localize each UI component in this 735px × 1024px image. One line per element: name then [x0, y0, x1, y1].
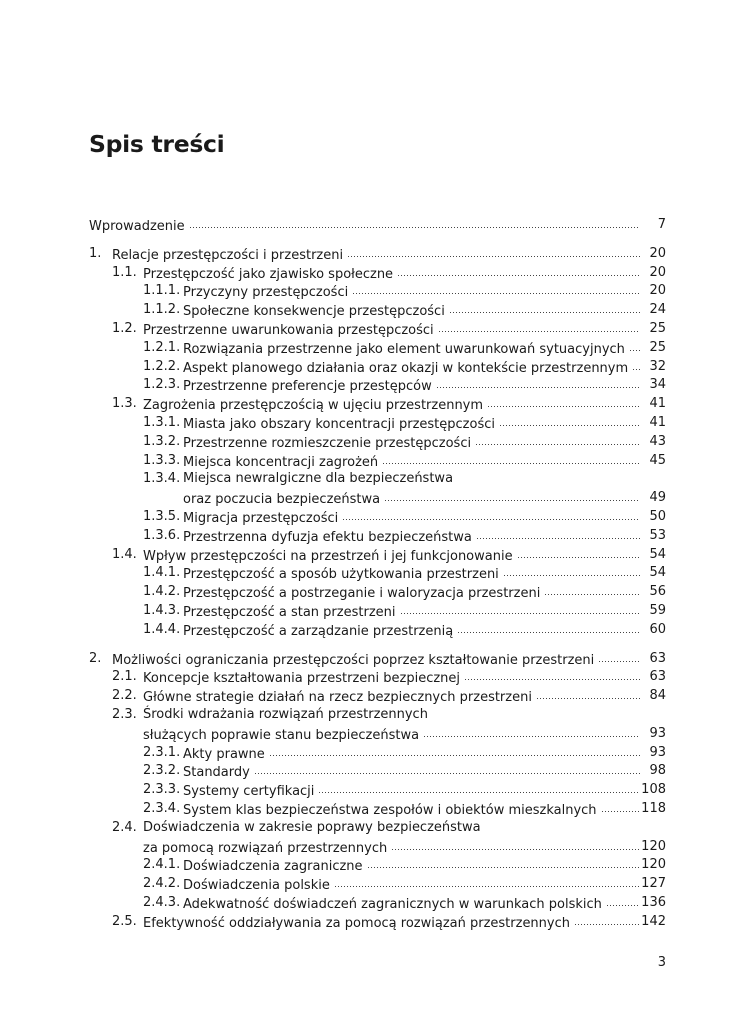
- toc-entry-title: Przestępczość a sposób użytkowania przestrzeni: [183, 567, 499, 583]
- toc-entry-page: 25: [649, 339, 666, 355]
- toc-entry-title: Środki wdrażania rozwiązań przestrzennych: [143, 706, 428, 722]
- toc-entry-title: Przestępczość jako zjawisko społeczne: [143, 266, 394, 282]
- toc-entry: [0, 650, 735, 669]
- toc-entry-title: służących poprawie stanu bezpieczeństwa: [143, 727, 420, 743]
- toc-entry-number: 1.3.6.: [143, 527, 181, 543]
- toc-entry-page: 7: [657, 217, 666, 232]
- dot-leader: [423, 725, 640, 739]
- toc-entry: [0, 452, 735, 471]
- toc-entry-number: 1.3.1.: [143, 414, 181, 430]
- toc-entry-page: 98: [649, 763, 666, 779]
- toc-entry-page: 20: [649, 264, 666, 280]
- toc-entry-title: Relacje przestępczości i przestrzeni: [112, 247, 344, 263]
- toc-entry-page: 120: [641, 857, 666, 873]
- dot-leader: [397, 264, 640, 278]
- toc-entry-number: 1.3.: [112, 396, 137, 412]
- toc-entry-page: 45: [649, 452, 666, 468]
- toc-entry-page: 50: [649, 508, 666, 524]
- toc-entry-number: 1.4.: [112, 546, 137, 562]
- toc-entry: [0, 216, 735, 235]
- toc-entry-page: 136: [641, 894, 666, 910]
- toc-entry-page: 59: [649, 602, 666, 618]
- toc-entry-title: Przestrzenne rozmieszczenie przestępczości: [183, 435, 472, 451]
- toc-entry-number: 2.: [89, 650, 102, 666]
- toc-entry-page: 93: [649, 744, 666, 760]
- toc-entry-number: 1.1.: [112, 264, 137, 280]
- toc-entry: [0, 358, 735, 377]
- toc-entry-page: 63: [649, 650, 666, 666]
- toc-entry-title: Przestępczość a zarządzanie przestrzenią: [183, 623, 454, 639]
- toc-entry-title: Przestrzenne uwarunkowania przestępczości: [143, 322, 434, 338]
- toc-entry: [0, 687, 735, 706]
- toc-entry-title: Przestępczość a postrzeganie i waloryzacja przestrzeni: [183, 586, 541, 602]
- dot-leader: [436, 376, 640, 390]
- toc-entry-number: 2.2.: [112, 688, 137, 704]
- toc-entry-number: 1.: [89, 245, 102, 261]
- toc-entry-title: Koncepcje kształtowania przestrzeni bezpiecznej: [143, 671, 461, 687]
- toc-entry: [0, 470, 735, 489]
- toc-entry-title: Akty prawne: [183, 746, 265, 762]
- page-title: Spis treści: [89, 130, 225, 158]
- toc-entry-title: Miejsca koncentracji zagrożeń: [183, 454, 379, 470]
- toc-entry: [0, 433, 735, 452]
- toc-entry-page: 142: [641, 913, 666, 929]
- dot-leader: [503, 564, 640, 578]
- toc-entry-title: Społeczne konsekwencje przestępczości: [183, 304, 445, 320]
- dot-leader: [449, 301, 640, 315]
- toc-entry-title: Wprowadzenie: [89, 219, 185, 234]
- toc-entry-page: 84: [649, 688, 666, 704]
- toc-entry: [0, 875, 735, 894]
- toc-entry-title: Zagrożenia przestępczością w ujęciu przestrzennym: [143, 398, 484, 414]
- toc-entry-page: 43: [649, 433, 666, 449]
- dot-leader: [382, 452, 640, 466]
- toc-entry-title: Przestępczość a stan przestrzeni: [183, 604, 396, 620]
- dot-leader: [269, 744, 640, 758]
- dot-leader: [347, 245, 640, 259]
- toc-entry: [0, 781, 735, 800]
- toc-entry-title: Standardy: [183, 765, 250, 781]
- toc-entry: [0, 583, 735, 602]
- dot-leader: [476, 527, 640, 541]
- toc-entry-title: Systemy certyfikacji: [183, 784, 315, 800]
- toc-entry-page: 127: [641, 876, 666, 892]
- toc-entry-page: 93: [649, 725, 666, 741]
- toc-entry-number: 1.4.1.: [143, 565, 181, 581]
- dot-leader: [384, 489, 640, 503]
- toc-entry: [0, 414, 735, 433]
- toc-entry: [0, 508, 735, 527]
- dot-leader: [457, 621, 640, 635]
- toc-entry-title: Miejsca newralgiczne dla bezpieczeństwa: [183, 471, 454, 487]
- dot-leader: [487, 395, 640, 409]
- toc-entry-number: 2.4.: [112, 819, 137, 835]
- toc-entry-title: System klas bezpieczeństwa zespołów i obiektów mieszkalnych: [183, 802, 597, 818]
- dot-leader: [367, 856, 640, 870]
- dot-leader: [464, 668, 640, 682]
- toc-entry-title: Wpływ przestępczości na przestrzeń i jej funkcjonowanie: [143, 548, 513, 564]
- toc-entry-title: Doświadczenia polskie: [183, 878, 330, 894]
- toc-entry: [0, 819, 735, 838]
- toc-entry-title: Przestrzenne preferencje przestępców: [183, 379, 432, 395]
- dot-leader: [189, 216, 640, 230]
- toc-entry: [0, 395, 735, 414]
- dot-leader: [391, 838, 640, 852]
- toc-entry-title: Główne strategie działań na rzecz bezpiecznych przestrzeni: [143, 690, 532, 706]
- toc-entry-page: 60: [649, 621, 666, 637]
- toc-entry-page: 54: [649, 565, 666, 581]
- toc-entry-number: 1.2.1.: [143, 339, 181, 355]
- toc-entry-number: 2.4.2.: [143, 876, 181, 892]
- table-of-contents: [0, 216, 735, 931]
- toc-entry-page: 25: [649, 320, 666, 336]
- toc-entry: [0, 856, 735, 875]
- toc-entry-page: 120: [641, 838, 666, 854]
- toc-entry: [0, 320, 735, 339]
- toc-entry-page: 56: [649, 584, 666, 600]
- toc-entry-number: 2.5.: [112, 913, 137, 929]
- toc-entry-page: 53: [649, 527, 666, 543]
- toc-entry-number: 2.3.1.: [143, 744, 181, 760]
- toc-entry-page: 54: [649, 546, 666, 562]
- toc-entry-number: 1.1.1.: [143, 283, 181, 299]
- toc-entry-number: 1.3.4.: [143, 471, 181, 487]
- toc-entry-number: 1.4.3.: [143, 602, 181, 618]
- toc-entry-page: 20: [649, 245, 666, 261]
- toc-entry: [0, 282, 735, 301]
- toc-entry-title: Efektywność oddziaływania za pomocą rozwiązań przestrzennych: [143, 915, 570, 931]
- toc-entry-number: 1.3.2.: [143, 433, 181, 449]
- toc-entry-title: Przyczyny przestępczości: [183, 285, 349, 301]
- toc-entry: [0, 245, 735, 264]
- toc-entry: [0, 762, 735, 781]
- toc-entry-page: 63: [649, 669, 666, 685]
- toc-entry-page: 108: [641, 782, 666, 798]
- toc-entry: [0, 489, 735, 508]
- toc-entry-title: Migracja przestępczości: [183, 510, 339, 526]
- toc-entry-title: Adekwatność doświadczeń zagranicznych w warunkach polskich: [183, 896, 602, 912]
- toc-entry-page: 24: [649, 302, 666, 318]
- toc-entry-page: 32: [649, 358, 666, 374]
- toc-entry-page: 20: [649, 283, 666, 299]
- toc-entry-page: 118: [641, 800, 666, 816]
- dot-leader: [254, 762, 640, 776]
- toc-entry-title: Doświadczenia w zakresie poprawy bezpieczeństwa: [143, 819, 481, 835]
- toc-entry-number: 1.2.: [112, 320, 137, 336]
- dot-leader: [517, 546, 640, 560]
- toc-entry: [0, 913, 735, 932]
- toc-entry-title: za pomocą rozwiązań przestrzennych: [143, 840, 388, 856]
- dot-leader: [318, 781, 640, 795]
- dot-leader: [475, 433, 640, 447]
- toc-entry-title: Rozwiązania przestrzenne jako element uwarunkowań sytuacyjnych: [183, 341, 625, 357]
- toc-entry-number: 1.3.3.: [143, 452, 181, 468]
- toc-entry: [0, 668, 735, 687]
- toc-entry: [0, 744, 735, 763]
- toc-entry: [0, 602, 735, 621]
- toc-entry-number: 1.3.5.: [143, 508, 181, 524]
- toc-entry: [0, 706, 735, 725]
- toc-entry-page: 34: [649, 377, 666, 393]
- toc-entry: [0, 894, 735, 913]
- toc-entry-number: 2.4.1.: [143, 857, 181, 873]
- toc-entry-number: 2.3.2.: [143, 763, 181, 779]
- dot-leader: [499, 414, 640, 428]
- dot-leader: [352, 282, 640, 296]
- toc-entry: [0, 725, 735, 744]
- toc-entry-number: 1.2.2.: [143, 358, 181, 374]
- toc-entry-page: 49: [649, 490, 666, 506]
- toc-entry-page: 41: [649, 414, 666, 430]
- toc-entry: [0, 264, 735, 283]
- toc-entry: [0, 546, 735, 565]
- toc-entry: [0, 376, 735, 395]
- toc-entry-number: 1.2.3.: [143, 377, 181, 393]
- toc-entry-page: 41: [649, 396, 666, 412]
- toc-entry: [0, 564, 735, 583]
- dot-leader: [334, 875, 640, 889]
- toc-entry: [0, 800, 735, 819]
- toc-entry-number: 2.3.3.: [143, 782, 181, 798]
- toc-entry: [0, 621, 735, 640]
- dot-leader: [400, 602, 641, 616]
- dot-leader: [536, 687, 640, 701]
- toc-entry-title: Miasta jako obszary koncentracji przestępczości: [183, 416, 495, 432]
- toc-entry-number: 1.1.2.: [143, 302, 181, 318]
- page-number: 3: [657, 955, 666, 970]
- toc-entry-number: 2.3.4.: [143, 800, 181, 816]
- toc-entry-title: Możliwości ograniczania przestępczości poprzez kształtowanie przestrzeni: [112, 652, 595, 668]
- toc-entry-number: 2.4.3.: [143, 894, 181, 910]
- toc-entry-number: 1.4.4.: [143, 621, 181, 637]
- toc-entry-title: Doświadczenia zagraniczne: [183, 859, 363, 875]
- toc-entry-title: Przestrzenna dyfuzja efektu bezpieczeństwa: [183, 529, 472, 545]
- toc-entry-title: oraz poczucia bezpieczeństwa: [183, 492, 381, 508]
- dot-leader: [438, 320, 640, 334]
- toc-entry: [0, 339, 735, 358]
- toc-entry-number: 2.3.: [112, 706, 137, 722]
- toc-entry-number: 2.1.: [112, 669, 137, 685]
- toc-entry: [0, 527, 735, 546]
- toc-entry-title: Aspekt planowego działania oraz okazji w kontekście przestrzennym: [183, 360, 629, 376]
- dot-leader: [342, 508, 640, 522]
- toc-entry: [0, 838, 735, 857]
- toc-entry: [0, 301, 735, 320]
- toc-entry-number: 1.4.2.: [143, 584, 181, 600]
